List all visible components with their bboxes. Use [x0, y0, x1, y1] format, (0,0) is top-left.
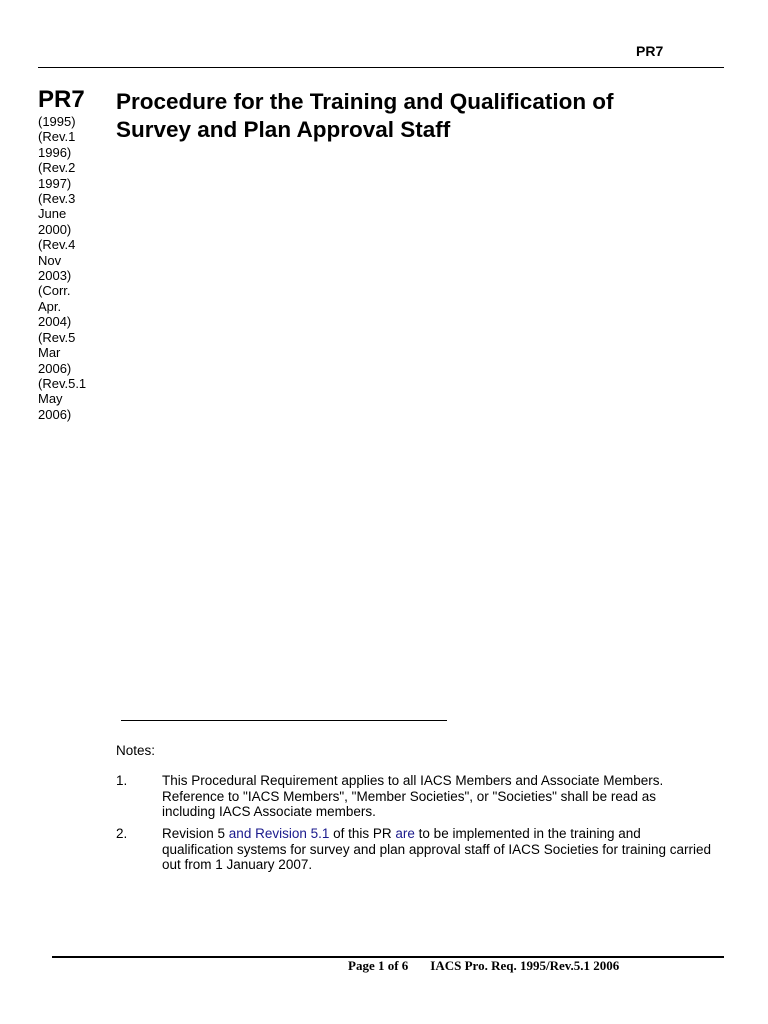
- revision-line: (Rev.5: [38, 329, 76, 345]
- revision-line: June: [38, 206, 67, 222]
- title-line-2: Survey and Plan Approval Staff: [116, 117, 451, 142]
- footer: [348, 958, 619, 974]
- revision-line: 1997): [38, 175, 72, 191]
- revision-line: (Rev.5.1: [38, 375, 87, 391]
- page-number: Page 1 of 6: [348, 958, 409, 973]
- header-code: PR7: [636, 43, 664, 59]
- revision-line: 2006): [38, 406, 72, 422]
- revision-line: (Rev.1: [38, 129, 76, 145]
- notes-rule: [121, 720, 447, 721]
- note-number: 1.: [116, 773, 128, 788]
- revision-line: 2003): [38, 268, 72, 284]
- note-number: 2.: [116, 826, 128, 841]
- revision-line: Mar: [38, 345, 61, 361]
- header-rule: [38, 67, 724, 68]
- revision-line: Apr.: [38, 298, 62, 314]
- revision-line: 2004): [38, 314, 72, 330]
- revision-line: (Rev.4: [38, 237, 76, 253]
- revision-line: (Corr.: [38, 283, 71, 299]
- note-text-part: to be implemented in the training and qualification systems for survey and plan approval staff of IACS Societies for training carried out from 1 January 2007.: [162, 826, 712, 873]
- pr-code: PR7: [38, 86, 85, 113]
- revision-line: (Rev.3: [38, 191, 76, 207]
- revision-line: 1996): [38, 144, 72, 160]
- note-text-revised: and Revision 5.1: [228, 826, 330, 841]
- revision-line: May: [38, 391, 63, 407]
- notes-label: Notes:: [116, 743, 156, 758]
- revision-line: 2006): [38, 360, 72, 376]
- note-text-revised: are: [395, 826, 415, 841]
- revision-line: 2000): [38, 221, 72, 237]
- revision-history: [38, 114, 108, 422]
- document-reference: IACS Pro. Req. 1995/Rev.5.1 2006: [430, 958, 620, 973]
- revision-line: (1995): [38, 114, 76, 129]
- note-text-part: Revision 5: [162, 826, 229, 841]
- note-text: This Procedural Requirement applies to all IACS Members and Associate Members. Reference to "IACS Members", "Member Societies", or "Societies" shall be read as including IACS Associate members.: [162, 773, 664, 820]
- note-text-part: of this PR: [329, 826, 396, 841]
- document-title: [116, 88, 736, 144]
- revision-line: Nov: [38, 252, 62, 268]
- revision-line: (Rev.2: [38, 160, 76, 176]
- title-line-1: Procedure for the Training and Qualification of: [116, 89, 614, 114]
- note-text: [162, 826, 712, 873]
